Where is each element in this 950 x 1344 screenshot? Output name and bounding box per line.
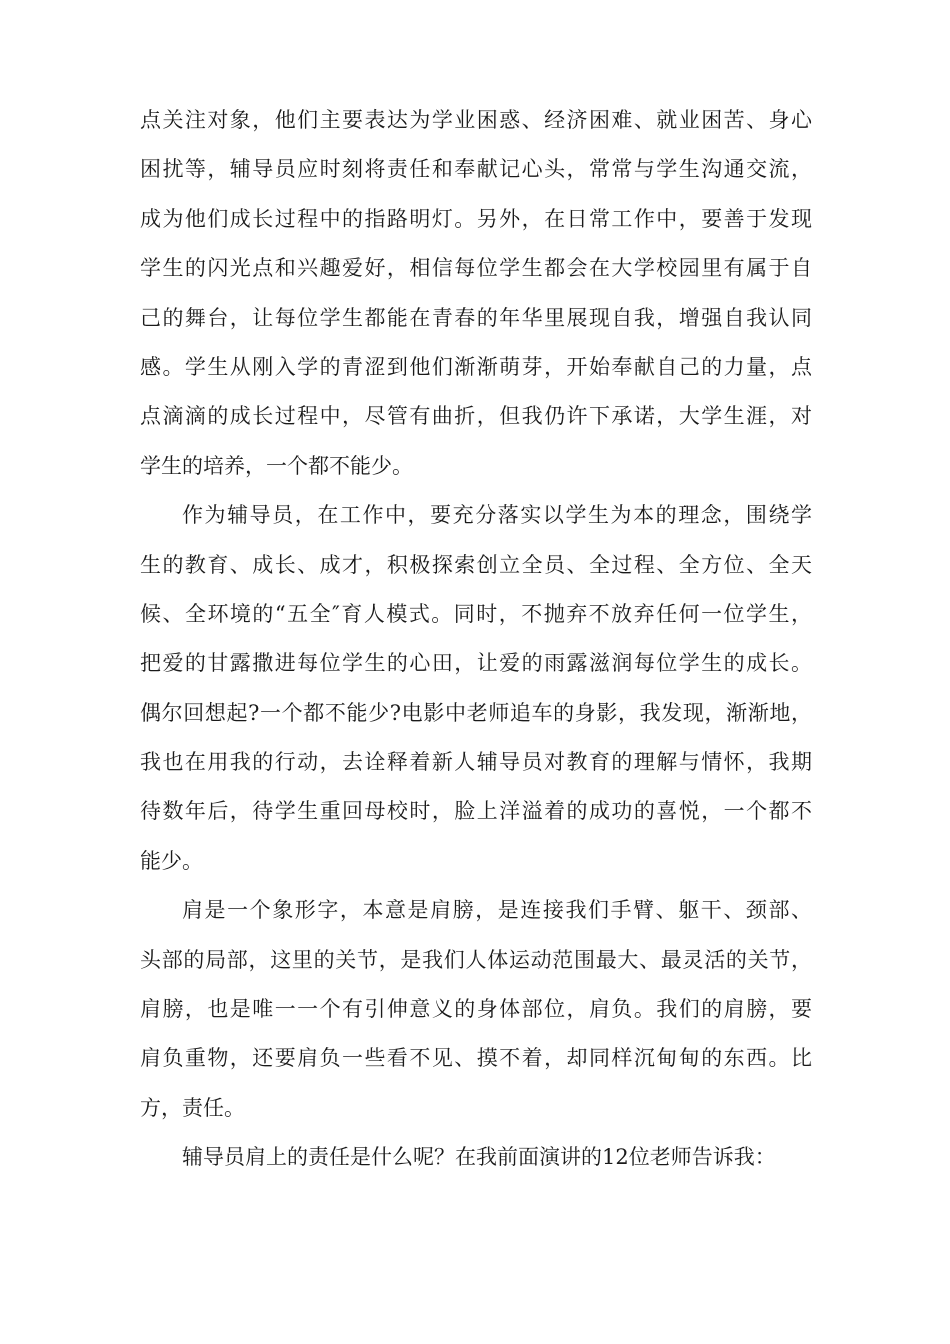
text-line: 成为他们成长过程中的指路明灯。另外，在日常工作中，要善于发现 xyxy=(140,206,812,231)
text-line: 辅导员肩上的责任是什么呢？在我前面演讲的12位老师告诉我： xyxy=(182,1145,776,1170)
text-line: 学生的闪光点和兴趣爱好，相信每位学生都会在大学校园里有属于自 xyxy=(140,256,812,281)
text-line: 能少。 xyxy=(140,848,203,873)
text-line: 肩膀，也是唯一一个有引伸意义的身体部位，肩负。我们的肩膀，要 xyxy=(140,997,812,1022)
text-line: 头部的局部，这里的关节，是我们人体运动范围最大、最灵活的关节， xyxy=(140,947,812,972)
text-line: 困扰等，辅导员应时刻将责任和奉献记心头，常常与学生沟通交流， xyxy=(140,157,812,182)
text-line: 候、全环境的“五全″育人模式。同时，不抛弃不放弃任何一位学生， xyxy=(140,601,812,626)
text-line: 作为辅导员，在工作中，要充分落实以学生为本的理念，围绕学 xyxy=(182,503,812,528)
text-line: 我也在用我的行动，去诠释着新人辅导员对教育的理解与情怀，我期 xyxy=(140,750,812,775)
paragraph-2 xyxy=(140,491,812,886)
text-line: 待数年后，待学生重回母校时，脸上洋溢着的成功的喜悦，一个都不 xyxy=(140,799,812,824)
text-line: 方，责任。 xyxy=(140,1095,245,1120)
paragraph-1 xyxy=(140,96,812,491)
text-line: 生的教育、成长、成才，积极探索创立全员、全过程、全方位、全天 xyxy=(140,552,812,577)
text-line: 感。学生从刚入学的青涩到他们渐渐萌芽，开始奉献自己的力量，点 xyxy=(140,354,812,379)
text-line: 点滴滴的成长过程中，尽管有曲折，但我仍许下承诺，大学生涯，对 xyxy=(140,404,812,429)
text-line: 偶尔回想起?一个都不能少?电影中老师追车的身影，我发现，渐渐地， xyxy=(140,700,812,725)
body-text xyxy=(140,96,812,1183)
text-line: 肩负重物，还要肩负一些看不见、摸不着，却同样沉甸甸的东西。比 xyxy=(140,1046,812,1071)
text-line: 己的舞台，让每位学生都能在青春的年华里展现自我，增强自我认同 xyxy=(140,305,812,330)
paragraph-4 xyxy=(140,1133,812,1182)
text-line: 肩是一个象形字，本意是肩膀，是连接我们手臂、躯干、颈部、 xyxy=(182,898,812,923)
text-line: 学生的培养，一个都不能少。 xyxy=(140,453,413,478)
text-line: 点关注对象，他们主要表达为学业困惑、经济困难、就业困苦、身心 xyxy=(140,108,812,132)
paragraph-3 xyxy=(140,886,812,1133)
text-line: 把爱的甘露撒进每位学生的心田，让爱的雨露滋润每位学生的成长。 xyxy=(140,651,812,676)
